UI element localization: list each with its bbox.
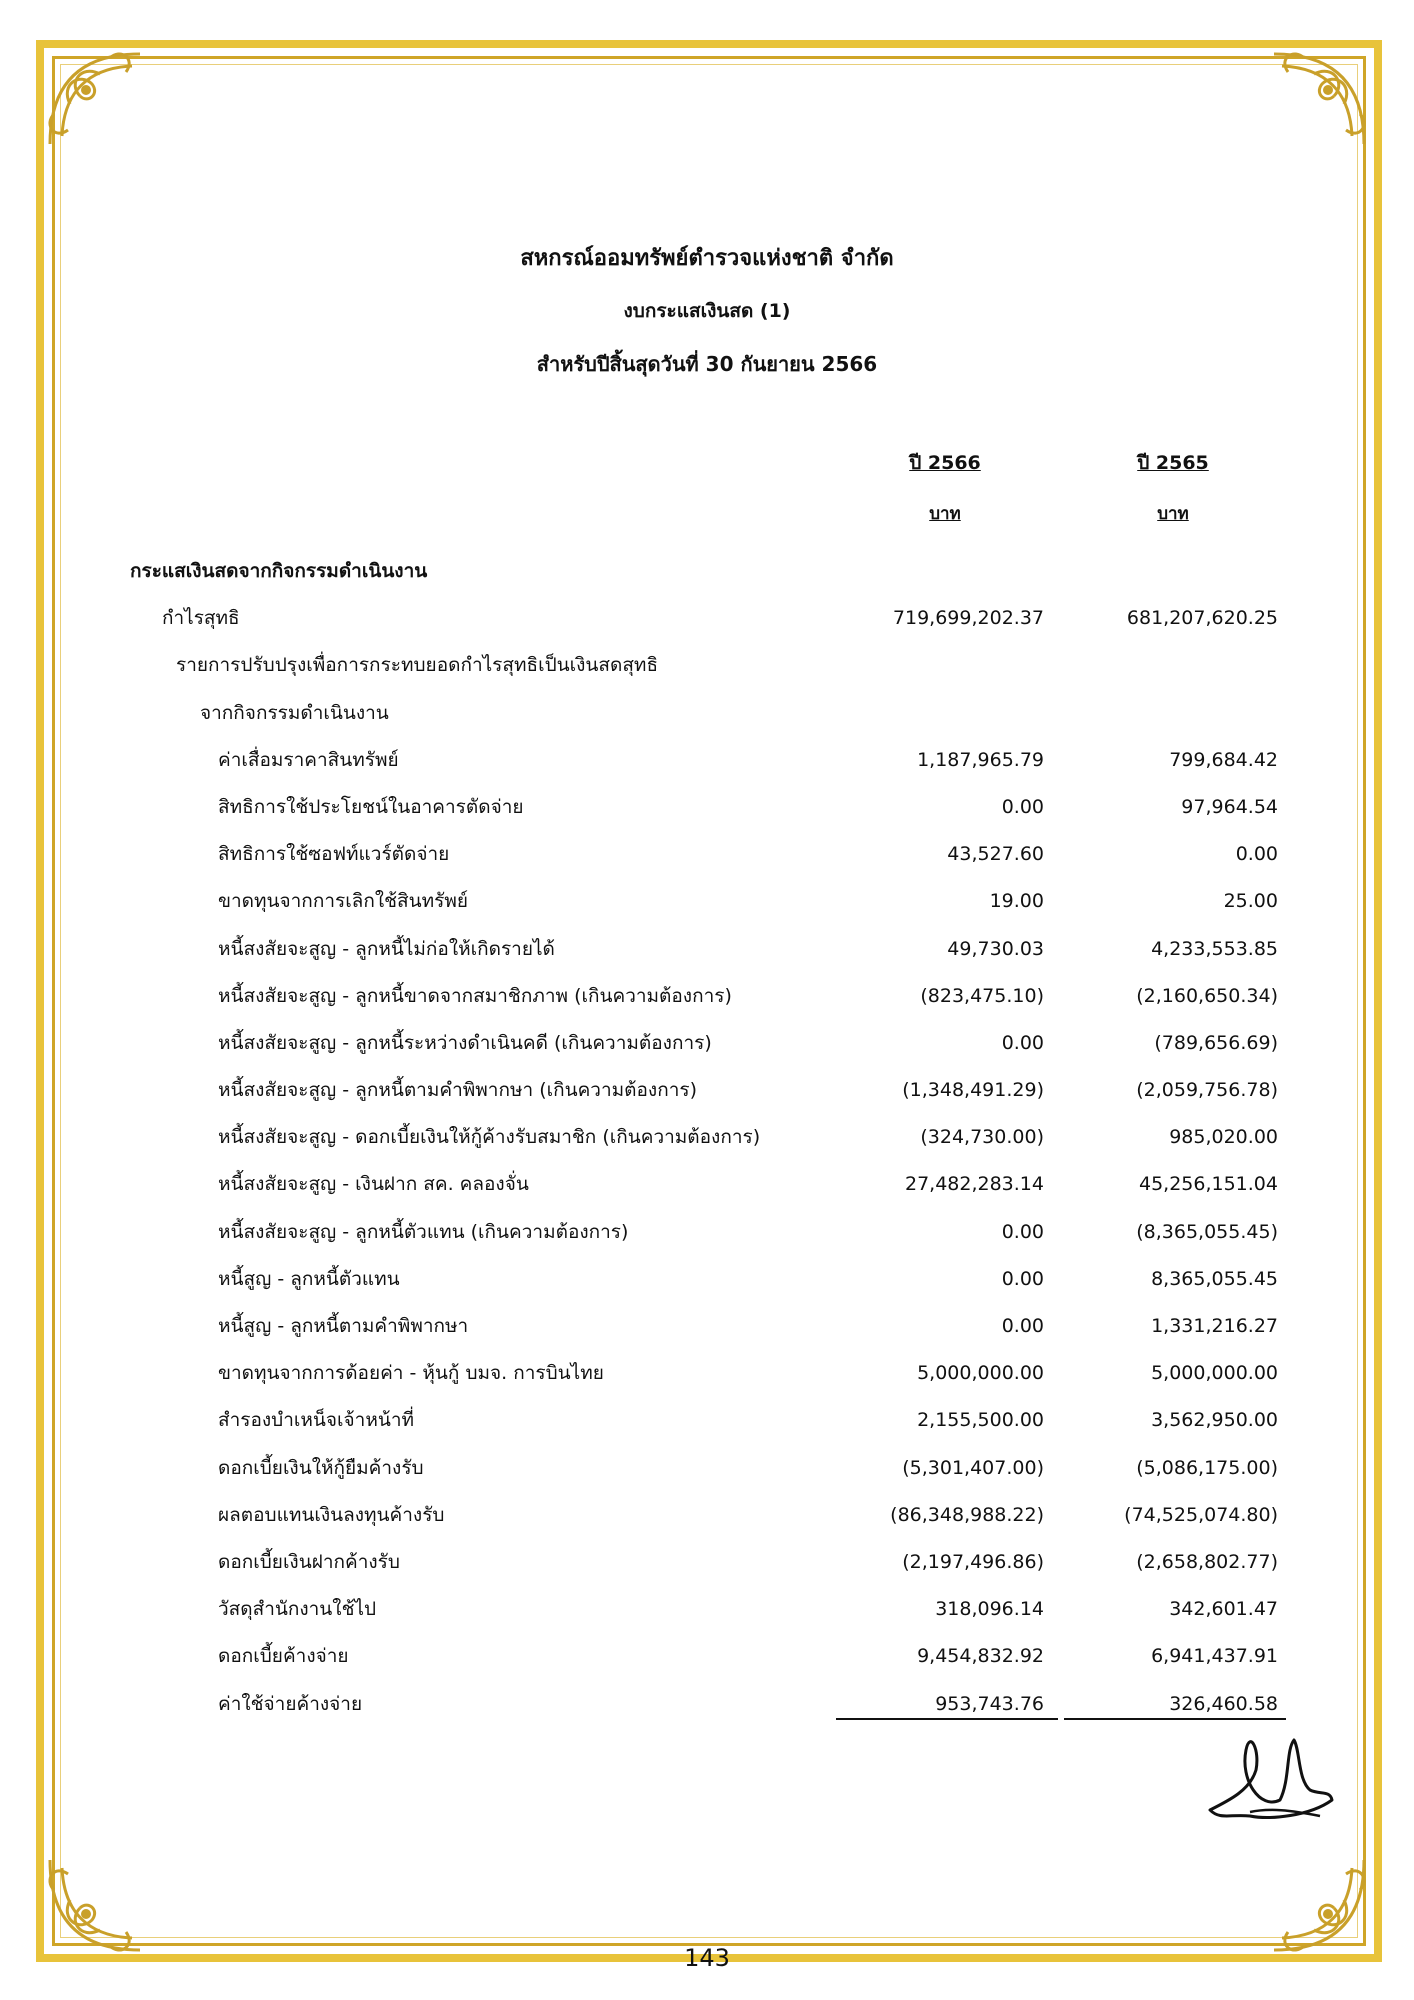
value-2565: 4,233,553.85: [1151, 937, 1278, 960]
row-label: หนี้สูญ - ลูกหนี้ตัวแทน: [218, 1267, 400, 1290]
row-label: ค่าใช้จ่ายค้างจ่าย: [218, 1692, 363, 1715]
row-label: ดอกเบี้ยค้างจ่าย: [218, 1645, 349, 1668]
table-row: [0, 1492, 1414, 1539]
value-2565: (2,160,650.34): [1136, 984, 1278, 1007]
row-label: หนี้สงสัยจะสูญ - ลูกหนี้ไม่ก่อให้เกิดรายได้: [218, 937, 555, 960]
corner-ornament-icon: [40, 1842, 158, 1960]
organization-name: สหกรณ์ออมทรัพย์ตำรวจแห่งชาติ จำกัด: [520, 246, 894, 271]
row-label: ขาดทุนจากการเลิกใช้สินทรัพย์: [218, 890, 468, 913]
value-2566: 719,699,202.37: [892, 607, 1044, 630]
row-label: หนี้สงสัยจะสูญ - ลูกหนี้ตามคำพิพากษา (เกินความต้องการ): [218, 1079, 697, 1102]
table-row: [0, 1209, 1414, 1256]
value-2565: 6,941,437.91: [1151, 1645, 1278, 1668]
row-label: ดอกเบี้ยเงินให้กู้ยืมค้างรับ: [218, 1456, 424, 1479]
table-row: [0, 1114, 1414, 1161]
value-2566: 2,155,500.00: [917, 1409, 1044, 1432]
value-2565: 0.00: [1235, 843, 1278, 866]
value-2566: (324,730.00): [920, 1126, 1044, 1149]
corner-ornament-icon: [1256, 1842, 1374, 1960]
value-2566: (2,197,496.86): [902, 1550, 1044, 1573]
column-unit-2565: บาท: [1157, 504, 1189, 524]
table-row: [0, 973, 1414, 1020]
statement-period: สำหรับปีสิ้นสุดวันที่ 30 กันยายน 2566: [536, 352, 878, 376]
value-2565: (5,086,175.00): [1136, 1456, 1278, 1479]
row-label: สำรองบำเหน็จเจ้าหน้าที่: [218, 1409, 415, 1432]
value-2566: 0.00: [1001, 795, 1044, 818]
row-label: รายการปรับปรุงเพื่อการกระทบยอดกำไรสุทธิเป็นเงินสดสุทธิ: [176, 654, 659, 677]
column-unit-2566: บาท: [929, 504, 961, 524]
value-2566: 953,743.76: [935, 1692, 1044, 1715]
signature-icon: [1190, 1720, 1340, 1830]
row-label: กระแสเงินสดจากกิจกรรมดำเนินงาน: [130, 560, 428, 582]
value-2565: (2,059,756.78): [1136, 1079, 1278, 1102]
table-row: [0, 1067, 1414, 1114]
table-row: [0, 878, 1414, 925]
row-label: หนี้สงสัยจะสูญ - เงินฝาก สค. คลองจั่น: [218, 1173, 529, 1196]
value-2566: 0.00: [1001, 1315, 1044, 1337]
value-2565: 985,020.00: [1169, 1126, 1278, 1149]
row-label: ดอกเบี้ยเงินฝากค้างรับ: [218, 1550, 400, 1573]
value-2566: 0.00: [1001, 1031, 1044, 1054]
table-row: [0, 1020, 1414, 1067]
table-row: [0, 1445, 1414, 1492]
value-2566: 9,454,832.92: [917, 1645, 1044, 1668]
column-header-year-2566: ปี 2566: [909, 452, 981, 474]
table-row: [0, 1586, 1414, 1633]
table-row: [0, 690, 1414, 737]
cash-flow-table: [0, 548, 1414, 1728]
value-2565: 326,460.58: [1169, 1692, 1278, 1715]
value-2565: 681,207,620.25: [1126, 607, 1278, 630]
row-label: หนี้สงสัยจะสูญ - ลูกหนี้ระหว่างดำเนินคดี (เกินความต้องการ): [218, 1031, 712, 1054]
value-2565: (2,658,802.77): [1136, 1550, 1278, 1573]
row-label: สิทธิการใช้ซอฟท์แวร์ตัดจ่าย: [218, 843, 450, 866]
value-2565: (789,656.69): [1154, 1031, 1278, 1054]
table-row: [0, 737, 1414, 784]
row-label: หนี้สงสัยจะสูญ - ลูกหนี้ขาดจากสมาชิกภาพ (เกินความต้องการ): [218, 984, 732, 1007]
table-row: [0, 642, 1414, 689]
row-label: สิทธิการใช้ประโยชน์ในอาคารตัดจ่าย: [218, 795, 524, 818]
table-row: [0, 784, 1414, 831]
value-2565: 342,601.47: [1169, 1598, 1278, 1621]
row-label: หนี้สูญ - ลูกหนี้ตามคำพิพากษา: [218, 1315, 469, 1337]
row-label: จากกิจกรรมดำเนินงาน: [200, 701, 389, 724]
corner-ornament-icon: [1256, 44, 1374, 162]
row-label: ผลตอบแทนเงินลงทุนค้างรับ: [218, 1503, 445, 1526]
value-2566: 19.00: [989, 890, 1044, 913]
corner-ornament-icon: [40, 44, 158, 162]
table-row: [0, 1397, 1414, 1444]
value-2566: 0.00: [1001, 1220, 1044, 1243]
value-2565: 799,684.42: [1169, 748, 1278, 771]
column-header-year-2565: ปี 2565: [1137, 452, 1209, 474]
table-row: [0, 1633, 1414, 1680]
row-label: วัสดุสำนักงานใช้ไป: [218, 1598, 377, 1621]
value-2565: (74,525,074.80): [1124, 1503, 1278, 1526]
row-label: หนี้สงสัยจะสูญ - ดอกเบี้ยเงินให้กู้ค้างรับสมาชิก (เกินความต้องการ): [218, 1126, 761, 1149]
table-row: [0, 1256, 1414, 1303]
value-2566: 1,187,965.79: [917, 748, 1044, 771]
value-2566: (1,348,491.29): [902, 1079, 1044, 1102]
table-row: [0, 1161, 1414, 1208]
value-2566: 5,000,000.00: [917, 1362, 1044, 1385]
value-2565: 97,964.54: [1181, 795, 1278, 818]
value-2566: (823,475.10): [920, 984, 1044, 1007]
value-2565: 3,562,950.00: [1151, 1409, 1278, 1432]
table-row: [0, 1303, 1414, 1350]
value-2566: 318,096.14: [935, 1598, 1044, 1621]
table-row: [0, 1350, 1414, 1397]
value-2566: 43,527.60: [947, 843, 1044, 866]
table-row: [0, 831, 1414, 878]
value-2565: 8,365,055.45: [1151, 1267, 1278, 1290]
statement-title: งบกระแสเงินสด (1): [623, 300, 791, 322]
value-2565: (8,365,055.45): [1136, 1220, 1278, 1243]
table-row: [0, 595, 1414, 642]
value-2566: 49,730.03: [947, 937, 1044, 960]
row-label: หนี้สงสัยจะสูญ - ลูกหนี้ตัวแทน (เกินความต้องการ): [218, 1220, 629, 1243]
value-2565: 1,331,216.27: [1151, 1315, 1278, 1337]
table-row: [0, 1539, 1414, 1586]
page-number: 143: [684, 1944, 730, 1972]
value-2565: 5,000,000.00: [1151, 1362, 1278, 1385]
value-2566: (86,348,988.22): [890, 1503, 1044, 1526]
subtotal-underline-2566: [836, 1718, 1058, 1720]
value-2565: 45,256,151.04: [1138, 1173, 1278, 1196]
row-label: กำไรสุทธิ: [162, 607, 240, 630]
value-2566: 27,482,283.14: [904, 1173, 1044, 1196]
table-row: [0, 548, 1414, 595]
row-label: ค่าเสื่อมราคาสินทรัพย์: [218, 748, 399, 771]
value-2566: 0.00: [1001, 1267, 1044, 1290]
value-2565: 25.00: [1223, 890, 1278, 913]
value-2566: (5,301,407.00): [902, 1456, 1044, 1479]
table-row: [0, 926, 1414, 973]
row-label: ขาดทุนจากการด้อยค่า - หุ้นกู้ บมจ. การบินไทย: [218, 1362, 604, 1385]
